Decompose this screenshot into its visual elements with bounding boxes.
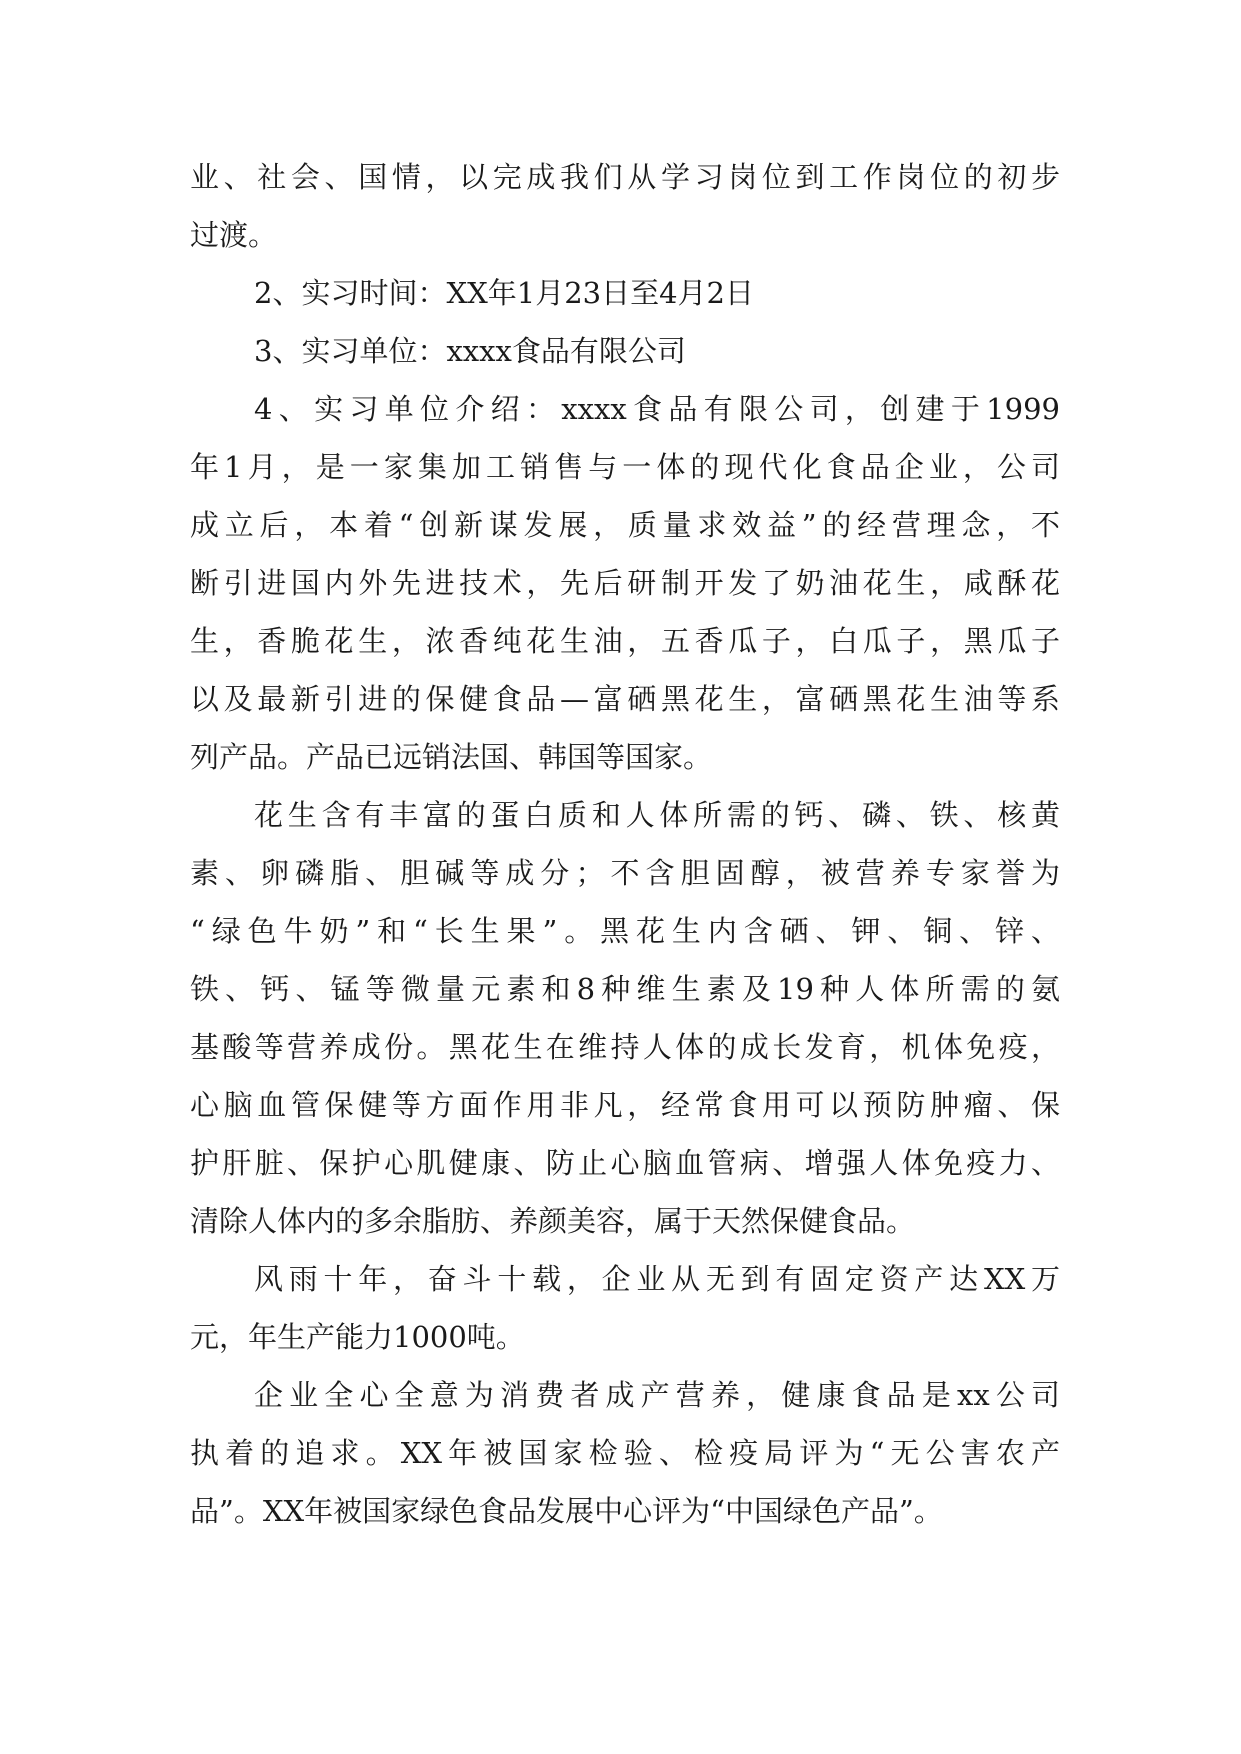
- text-line-18: 护肝脏、保护心肌健康、防止心脑血管病、增强人体免疫力、: [190, 1146, 1060, 1180]
- text-line-10: 以及最新引进的保健食品—富硒黑花生，富硒黑花生油等系: [190, 682, 1060, 716]
- text-line-6: 年1月，是一家集加工销售与一体的现代化食品企业，公司: [190, 450, 1060, 484]
- text-line-11: 列产品。产品已远销法国、韩国等国家。: [190, 740, 713, 774]
- text-line-12: 花生含有丰富的蛋白质和人体所需的钙、磷、铁、核黄: [254, 798, 1060, 832]
- text-line-16: 基酸等营养成份。黑花生在维持人体的成长发育，机体免疫，: [190, 1030, 1060, 1064]
- text-line-14: “绿色牛奶”和“长生果”。黑花生内含硒、钾、铜、锌、: [190, 914, 1060, 948]
- text-line-15: 铁、钙、锰等微量元素和8种维生素及19种人体所需的氨: [190, 972, 1060, 1006]
- text-line-8: 断引进国内外先进技术，先后研制开发了奶油花生，咸酥花: [190, 566, 1060, 600]
- text-line-unit-intro: 4、实习单位介绍：xxxx食品有限公司，创建于1999: [254, 392, 1060, 426]
- document-body: [190, 148, 1060, 1540]
- text-line-internship-time: 2、实习时间：XX年1月23日至4月2日: [254, 276, 754, 310]
- text-line-1: 业、社会、国情，以完成我们从学习岗位到工作岗位的初步: [190, 160, 1060, 194]
- text-line-20: 风雨十年，奋斗十载，企业从无到有固定资产达XX万: [254, 1262, 1060, 1296]
- text-line-22: 企业全心全意为消费者成产营养，健康食品是xx公司: [254, 1378, 1060, 1412]
- text-line-9: 生，香脆花生，浓香纯花生油，五香瓜子，白瓜子，黑瓜子: [190, 624, 1060, 658]
- text-line-17: 心脑血管保健等方面作用非凡，经常食用可以预防肿瘤、保: [190, 1088, 1060, 1122]
- text-line-13: 素、卵磷脂、胆碱等成分；不含胆固醇，被营养专家誉为: [190, 856, 1060, 890]
- text-line-7: 成立后，本着“创新谋发展，质量求效益”的经营理念，不: [190, 508, 1060, 542]
- text-line-19: 清除人体内的多余脂肪、养颜美容，属于天然保健食品。: [190, 1204, 916, 1238]
- text-line-internship-unit: 3、实习单位：xxxx食品有限公司: [254, 334, 686, 368]
- text-line-21: 元，年生产能力1000吨。: [190, 1320, 525, 1354]
- text-line-23: 执着的追求。XX年被国家检验、检疫局评为“无公害农产: [190, 1436, 1060, 1470]
- text-line-2: 过渡。: [190, 218, 278, 252]
- text-line-24: 品”。XX年被国家绿色食品发展中心评为“中国绿色产品”。: [190, 1494, 943, 1528]
